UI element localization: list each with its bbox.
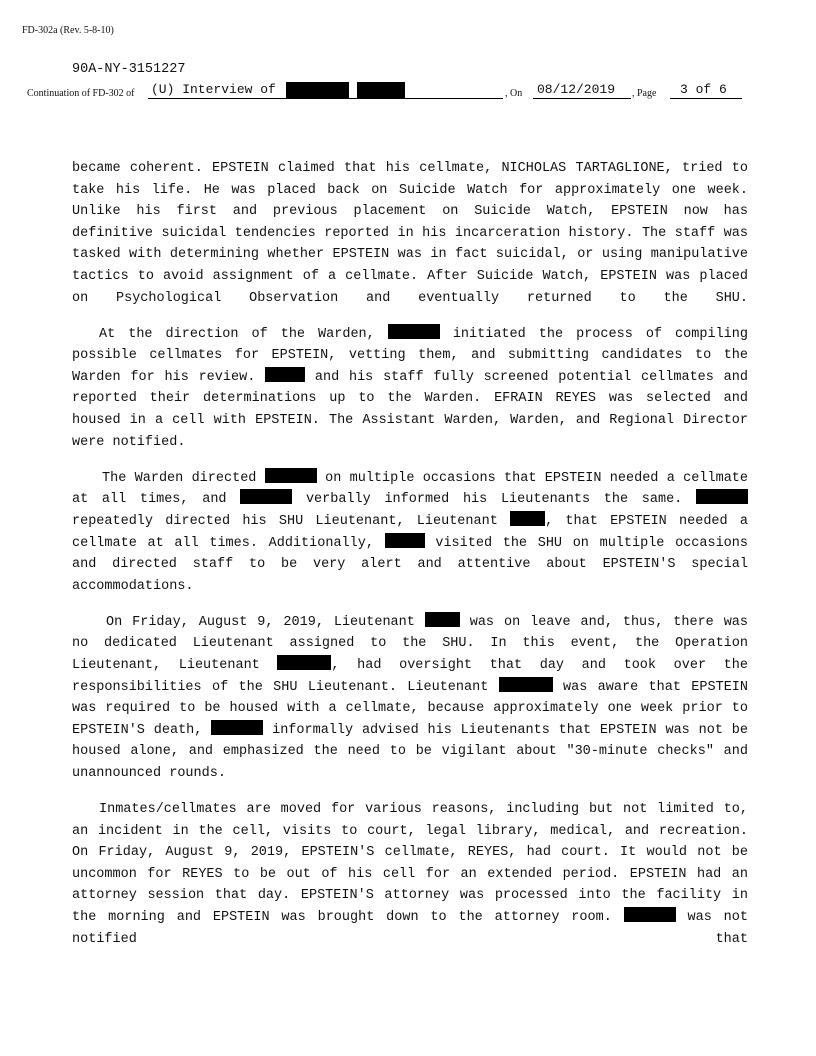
redaction-block — [211, 720, 263, 735]
interview-title: (U) Interview of — [151, 82, 276, 97]
paragraph: became coherent. EPSTEIN claimed that his cellmate, NICHOLAS TARTAGLIONE, tried to take his life. He was placed back on Suicide Watch for approximately one week. Unlike his first and previous placement on Suicide Watch, EPSTEIN now has definitive suicidal tendencies reported in his incarceration history. The staff was tasked with determining whether EPSTEIN was in fact suicidal, or using manipulative tactics to avoid assignment of a cellmate. After Suicide Watch, EPSTEIN was placed on Psychological Observation and eventually returned to the SHU. — [72, 161, 748, 306]
case-number: 90A-NY-3151227 — [72, 62, 186, 77]
continuation-header — [0, 80, 816, 102]
redaction-block — [425, 612, 460, 627]
paragraph: The Warden directed on multiple occasions that EPSTEIN needed a cellmate at all times, and verbally informed his Lieutenants the same. repeatedly directed his SHU Lieutenant, Lieutenant , that EPSTEIN needed a cellmate at all times. Additionally, visited the SHU on multiple occasions and directed staff to be very alert and attentive about EPSTEIN'S special accommodations. — [72, 468, 748, 598]
redaction-block — [696, 489, 748, 504]
redaction-block — [388, 324, 440, 339]
page-label: , Page — [632, 88, 657, 99]
paragraph: Inmates/cellmates are moved for various reasons, including but not limited to, an incident in the cell, visits to court, legal library, medical, and recreation. On Friday, August 9, 2019, EPSTEIN'S cellmate, REYES, had court. It would not be uncommon for REYES to be out of his cell for an extended period. EPSTEIN had an attorney session that day. EPSTEIN'S attorney was processed into the facility in the morning and EPSTEIN was brought down to the attorney room. was not notified that — [72, 802, 748, 947]
redaction-block — [286, 82, 349, 98]
redaction-block — [277, 655, 331, 670]
interview-title-field — [148, 80, 503, 99]
redaction-block — [240, 489, 292, 504]
redaction-block — [510, 511, 545, 526]
paragraph: On Friday, August 9, 2019, Lieutenant was on leave and, thus, there was no dedicated Lieutenant assigned to the SHU. In this event, the Operation Lieutenant, Lieutenant , had oversight that day and took over the responsibilities of the SHU Lieutenant. Lieutenant was aware that EPSTEIN was required to be housed with a cellmate, because approximately one week prior to EPSTEIN'S death, informally advised his Lieutenants that EPSTEIN was not be housed alone, and emphasized the need to be vigilant about "30-minute checks" and unannounced rounds. — [72, 612, 748, 785]
date-field: 08/12/2019 — [533, 80, 631, 99]
on-label: , On — [505, 88, 523, 99]
redaction-block — [265, 367, 305, 382]
page-number-field: 3 of 6 — [670, 80, 742, 99]
redaction-block — [265, 468, 317, 483]
redaction-block — [385, 533, 425, 548]
redaction-block — [357, 82, 405, 98]
paragraph: At the direction of the Warden, initiated the process of compiling possible cellmates for EPSTEIN, vetting them, and submitting candidates to the Warden for his review. and his staff fully screened potential cellmates and reported their determinations up to the Warden. EFRAIN REYES was selected and housed in a cell with EPSTEIN. The Assistant Warden, Warden, and Regional Director were notified. — [72, 324, 748, 454]
form-id: FD-302a (Rev. 5-8-10) — [22, 25, 114, 36]
document-body — [72, 158, 748, 965]
redaction-block — [624, 907, 676, 922]
redaction-block — [499, 677, 553, 692]
continuation-label: Continuation of FD-302 of — [27, 88, 135, 99]
